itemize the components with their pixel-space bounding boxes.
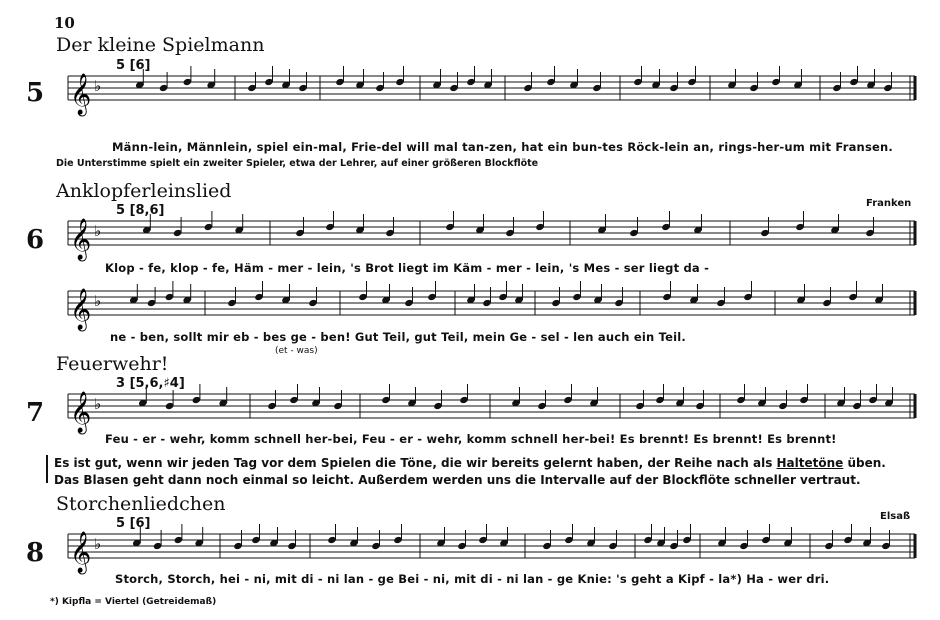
treble-clef-icon: 𝄞 xyxy=(70,289,92,330)
flat-sign-icon: ♭ xyxy=(94,535,102,553)
lyrics: Klop - fe, klop - fe, Häm - mer - lein, 's Brot liegt im Käm - mer - lein, 's Mes - ser liegt da - xyxy=(105,261,710,275)
treble-clef-icon: 𝄞 xyxy=(70,74,92,115)
lyrics: Männ-lein, Männlein, spiel ein-mal, Frie-del will mal tan-zen, hat ein bun-tes Röck-lein an, rings-her-um mit Fransen. xyxy=(112,140,893,154)
lyrics: ne - ben, sollt mir eb - bes ge - ben! Gut Teil, gut Teil, mein Ge - sel - len auch ein Teil. xyxy=(110,330,686,344)
lyrics: Feu - er - wehr, komm schnell her-bei, Feu - er - wehr, komm schnell her-bei! Es brennt! Es brennt! Es brennt! xyxy=(105,432,837,446)
origin-label: Franken xyxy=(866,198,912,209)
instruction-paragraph xyxy=(54,455,914,489)
song-number: 8 xyxy=(26,538,45,568)
tone-label: 5 [6] xyxy=(116,58,151,73)
tone-label: 5 [8,6] xyxy=(116,203,165,218)
alternate-lyric: (et - was) xyxy=(275,346,318,356)
margin-bar xyxy=(46,455,48,483)
flat-sign-icon: ♭ xyxy=(94,222,102,240)
footnote: *) Kipfla = Viertel (Getreidemaß) xyxy=(50,597,217,607)
tone-label: 5 [6] xyxy=(116,516,151,531)
lyrics: Storch, Storch, hei - ni, mit di - ni lan - ge Bei - ni, mit di - ni lan - ge Knie: 's geht a Kipf - la*) Ha - wer dri. xyxy=(115,572,830,586)
flat-sign-icon: ♭ xyxy=(94,292,102,310)
flat-sign-icon: ♭ xyxy=(94,77,102,95)
song-number: 6 xyxy=(26,225,45,255)
performance-note: Die Unterstimme spielt ein zweiter Spieler, etwa der Lehrer, auf einer größeren Blockflöte xyxy=(56,158,539,169)
song-number: 7 xyxy=(26,398,45,428)
flat-sign-icon: ♭ xyxy=(94,395,102,413)
treble-clef-icon: 𝄞 xyxy=(70,532,92,573)
staff-song-5 xyxy=(0,70,940,140)
song-number: 5 xyxy=(26,78,45,108)
paragraph-text-after: üben. Das Blasen geht dann noch einmal so leicht. Außerdem werden uns die Intervalle auf der Blockflöte schneller vertraut. xyxy=(54,456,886,487)
paragraph-text-before: Es ist gut, wenn wir jeden Tag vor dem Spielen die Töne, die wir bereits gelernt haben, der Reihe nach als xyxy=(54,456,777,470)
song-title: Der kleine Spielmann xyxy=(56,34,265,56)
song-title: Feuerwehr! xyxy=(56,353,169,375)
tone-label: 3 [5,6,♯4] xyxy=(116,376,185,391)
song-title: Storchenliedchen xyxy=(56,493,226,515)
song-title: Anklopferleinslied xyxy=(56,180,232,202)
treble-clef-icon: 𝄞 xyxy=(70,392,92,433)
page-number: 10 xyxy=(54,14,75,32)
origin-label: Elsaß xyxy=(880,511,911,522)
treble-clef-icon: 𝄞 xyxy=(70,219,92,260)
paragraph-highlight: Haltetöne xyxy=(776,456,844,470)
